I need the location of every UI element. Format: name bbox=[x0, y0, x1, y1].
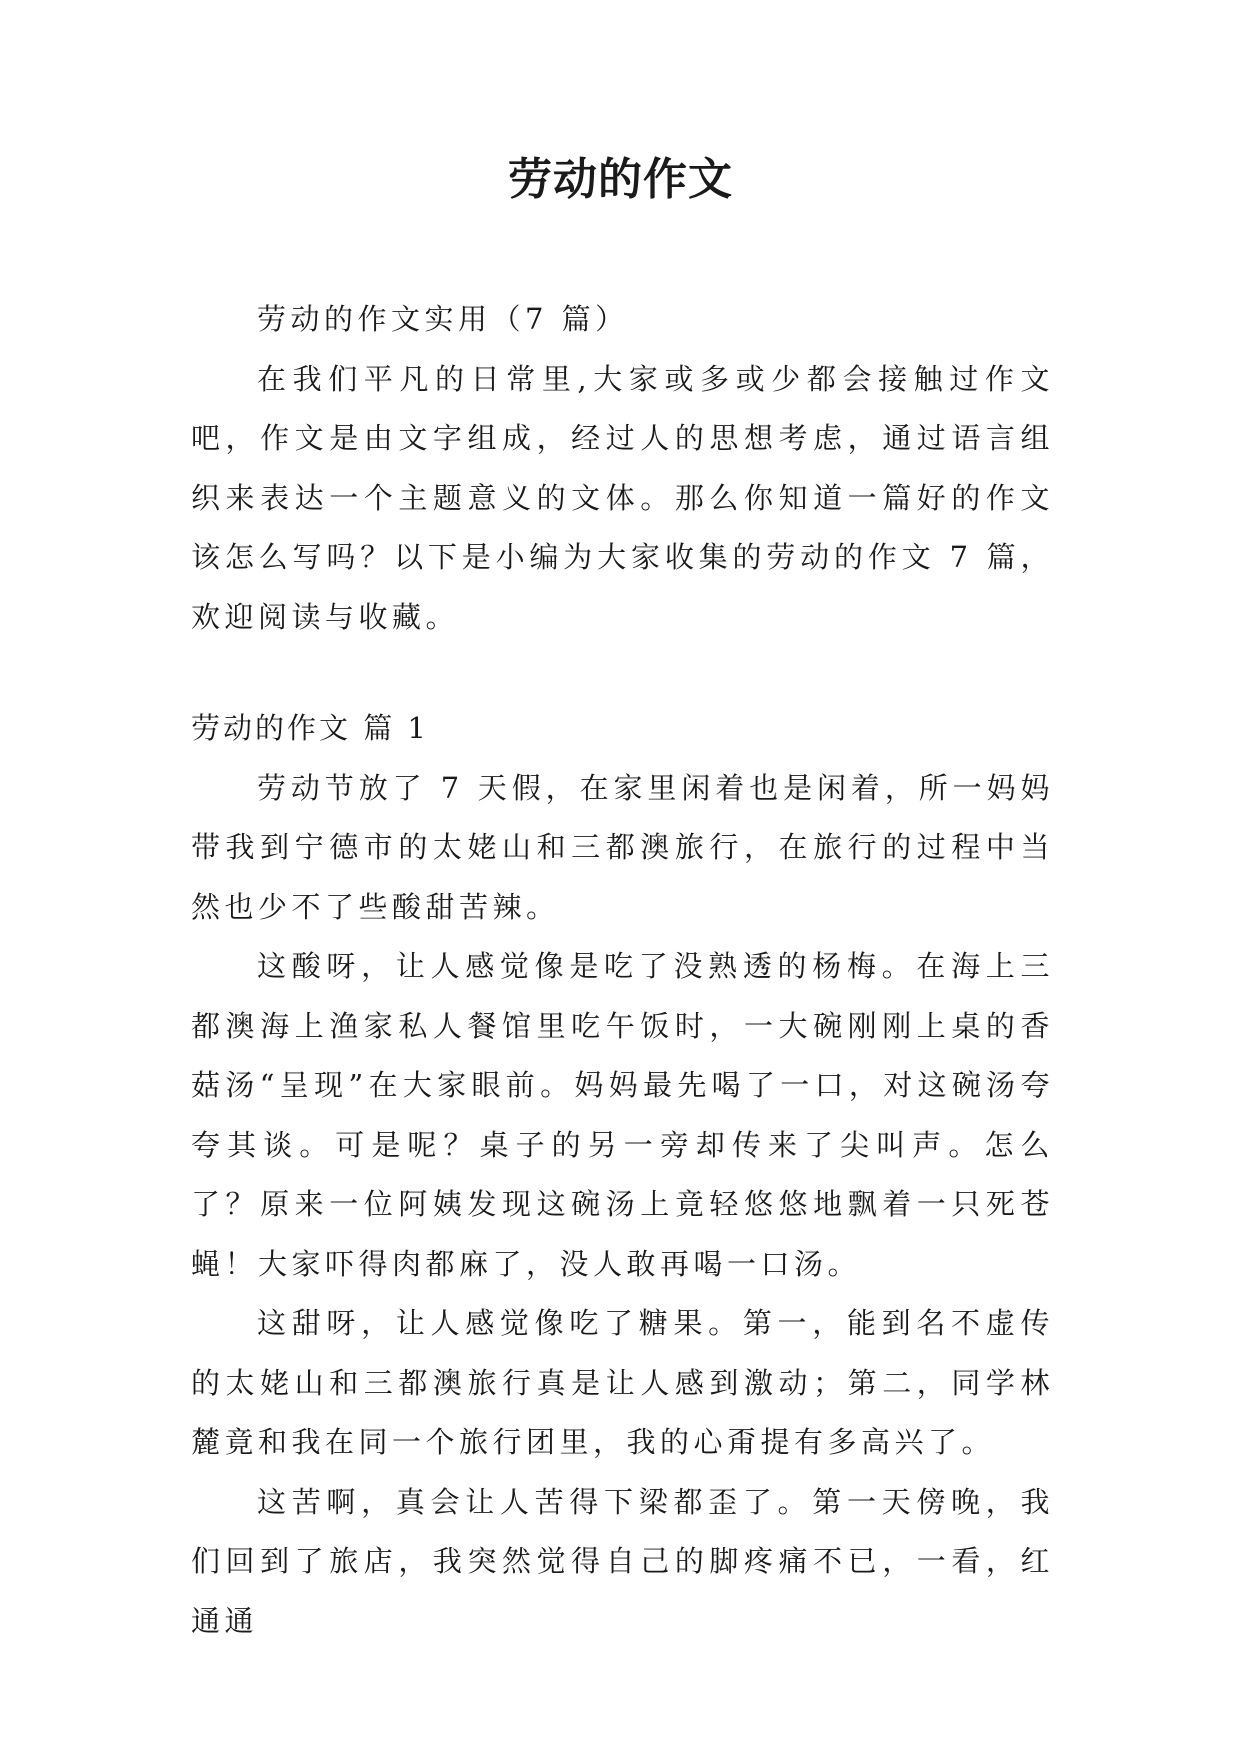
body-paragraph: 这酸呀，让人感觉像是吃了没熟透的杨梅。在海上三都澳海上渔家私人餐馆里吃午饭时，一大碗刚刚上桌的香菇汤“呈现”在大家眼前。妈妈最先喝了一口，对这碗汤夸夸其谈。可是呢？桌子的另一旁却传来了尖叫声。怎么了？原来一位阿姨发现这碗汤上竟轻悠悠地飘着一只死苍蝇！大家吓得肉都麻了，没人敢再喝一口汤。 bbox=[191, 949, 1054, 1281]
body-paragraph: 这苦啊，真会让人苦得下梁都歪了。第一天傍晚，我们回到了旅店，我突然觉得自己的脚疼痛不已，一看，红通通 bbox=[191, 1484, 1054, 1638]
document-title: 劳动的作文 bbox=[508, 154, 733, 205]
document-subtitle: 劳动的作文实用（7 篇） bbox=[257, 302, 629, 336]
document-body bbox=[191, 290, 1054, 1651]
body-paragraph: 劳动节放了 7 天假，在家里闲着也是闲着，所一妈妈带我到宁德市的太姥山和三都澳旅行，在旅行的过程中当然也少不了些酸甜苦辣。 bbox=[191, 770, 1054, 924]
section-heading: 劳动的作文 篇 1 bbox=[191, 711, 429, 745]
intro-paragraph: 在我们平凡的日常里,大家或多或少都会接触过作文吧，作文是由文字组成，经过人的思想考虑，通过语言组织来表达一个主题意义的文体。那么你知道一篇好的作文该怎么写吗？以下是小编为大家收集的劳动的作文 7 篇，欢迎阅读与收藏。 bbox=[191, 361, 1054, 634]
body-paragraph: 这甜呀，让人感觉像吃了糖果。第一，能到名不虚传的太姥山和三都澳旅行真是让人感到激动；第二，同学林麓竟和我在同一个旅行团里，我的心甭提有多高兴了。 bbox=[191, 1306, 1054, 1459]
